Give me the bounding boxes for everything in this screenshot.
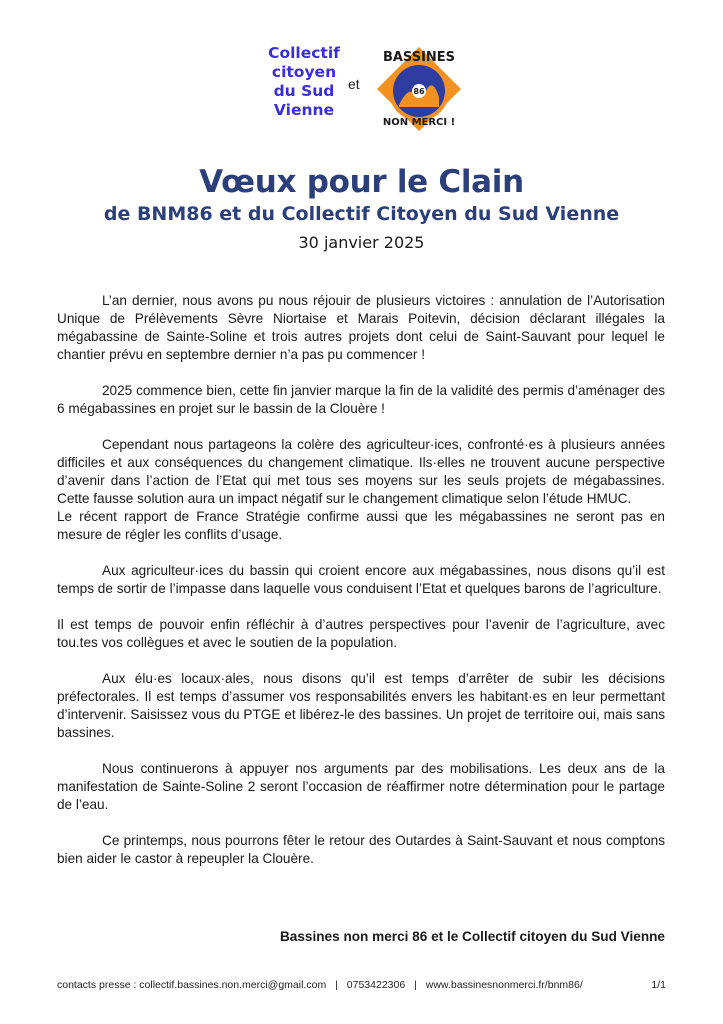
logo-bnm-number: 86: [413, 87, 425, 96]
paragraph: Ce printemps, nous pourrons fêter le retour des Outardes à Saint-Sauvant et nous comptons bien aider le castor à repeupler la Clouère.: [57, 833, 665, 866]
footer-website[interactable]: www.bassinesnonmerci.fr/bnm86/: [425, 979, 583, 991]
footer-label: contacts presse :: [57, 979, 137, 991]
footer-email[interactable]: collectif.bassines.non.merci@gmail.com: [139, 979, 327, 991]
logo-bnm-bottom-text: NON MERCI !: [382, 117, 456, 128]
body-text: [57, 292, 665, 886]
signature: Bassines non merci 86 et le Collectif citoyen du Sud Vienne: [279, 929, 665, 944]
document-title: Vœux pour le Clain: [199, 164, 524, 200]
paragraph: Le récent rapport de France Stratégie confirme aussi que les mégabassines ne seront pas en mesure de régler les conflits d’usage.: [57, 509, 665, 542]
logo-collectif-line: du Sud: [273, 82, 335, 100]
logo-connector: et: [348, 76, 360, 92]
paragraph: Nous continuerons à appuyer nos arguments par des mobilisations. Les deux ans de la manifestation de Sainte-Soline 2 seront l’occasion de réaffirmer notre détermination pour le partage de l’eau.: [57, 761, 665, 812]
paragraph: Cependant nous partageons la colère des agriculteur·ices, confronté·es à plusieurs années difficiles et aux conséquences du changement climatique. Ils·elles ne trouvent aucune perspective d’avenir dans l’action de l’Etat qui met tous ses moyens sur les seuls projets de mégabassines. Cette fausse solution aura un impact négatif sur le changement climatique selon l’étude HMUC.: [57, 437, 665, 506]
paragraph: Aux élu·es locaux·ales, nous disons qu’il est temps d’arrêter de subir les décisions préfectorales. Il est temps d’assumer vos responsabilités envers les habitant·es en leur permettant d’intervenir. Saisissez vous du PTGE et libérez-le des bassines. Un projet de territoire oui, mais sans bassines.: [57, 671, 665, 740]
document-date: 30 janvier 2025: [298, 233, 425, 252]
footer-separator: |: [414, 979, 417, 991]
logo-bnm-top-text: BASSINES: [382, 50, 456, 65]
logo-bassines-non-merci: [375, 45, 463, 133]
paragraph: Il est temps de pouvoir enfin réfléchir à d’autres perspectives pour l’avenir de l’agriculture, avec tou.tes vos collègues et avec le soutien de la population.: [57, 617, 665, 650]
logo-collectif-line: Vienne: [273, 101, 335, 119]
logo-collectif: [262, 44, 346, 120]
document-subtitle: de BNM86 et du Collectif Citoyen du Sud Vienne: [103, 203, 620, 225]
paragraph: 2025 commence bien, cette fin janvier marque la fin de la validité des permis d’aménager des 6 mégabassines en projet sur le bassin de la Clouère !: [57, 383, 665, 416]
footer-contacts: [57, 979, 583, 991]
footer-separator: |: [335, 979, 338, 991]
paragraph: Aux agriculteur·ices du bassin qui croient encore aux mégabassines, nous disons qu’il est temps de sortir de l’impasse dans laquelle vous conduisent l’Etat et quelques barons de l’agriculture.: [57, 563, 665, 596]
footer-phone: 0753422306: [346, 979, 406, 991]
page-number: 1/1: [651, 979, 666, 991]
logo-collectif-line: Collectif: [268, 44, 340, 62]
paragraph: L’an dernier, nous avons pu nous réjouir de plusieurs victoires : annulation de l’Autorisation Unique de Prélèvements Sèvre Niortaise et Marais Poitevin, décision déclarant illégales la mégabassine de Sainte-Soline et trois autres projets dont celui de Saint-Sauvant pour lequel le chantier prévu en septembre dernier n’a pas pu commencer !: [57, 293, 665, 362]
logo-collectif-line: citoyen: [271, 63, 337, 81]
